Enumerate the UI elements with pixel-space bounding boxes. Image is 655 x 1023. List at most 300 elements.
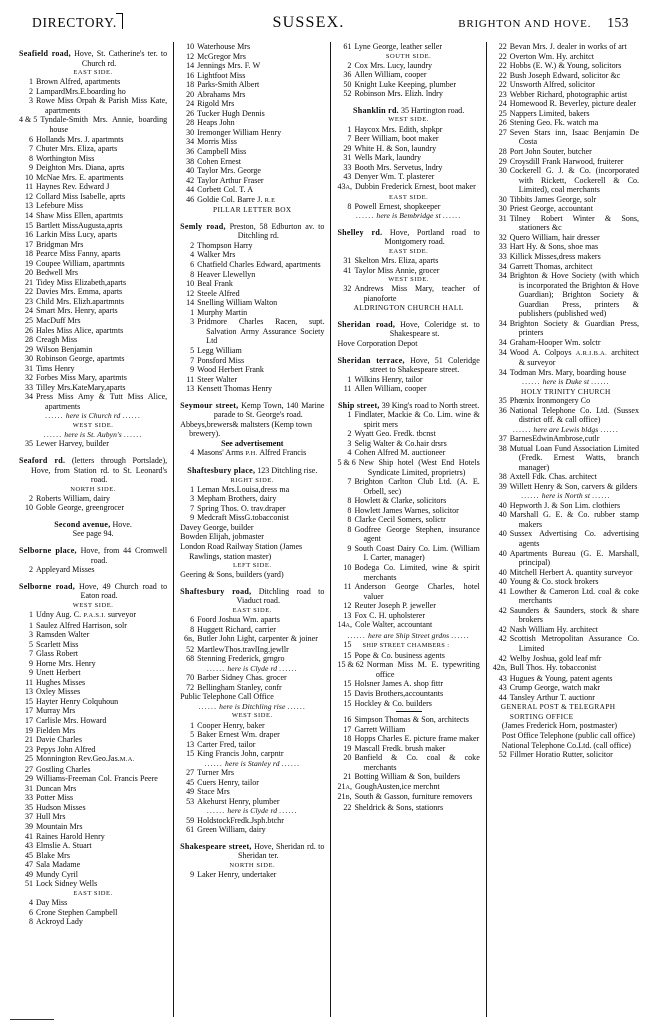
entry-name: Cole Walter, accountant xyxy=(354,620,433,630)
entry-name: Selig Walter & Co.hair drsrs xyxy=(354,438,447,448)
house-number: 2 xyxy=(347,429,352,439)
house-number: 7 xyxy=(347,477,352,487)
institution-name: PILLAR LETTER BOX xyxy=(213,205,292,215)
house-number: 4 xyxy=(28,898,33,908)
entry-name: Tidey Miss Elizabeth,aparts xyxy=(36,277,127,287)
leader-dots: ...... xyxy=(591,377,610,387)
entry-name: Green William, dairy xyxy=(197,825,266,835)
entry-name: Wyatt Geo. Fredk. tbcnst xyxy=(354,429,436,439)
directory-entry xyxy=(19,812,167,822)
directory-entry xyxy=(493,319,639,338)
house-number: 2 xyxy=(28,493,33,503)
directory-entry xyxy=(493,128,639,147)
entry-name: Hugues & Young, patent agents xyxy=(509,673,613,683)
entry-name: Skelton Mrs. Eliza, aparts xyxy=(354,255,439,265)
street-heading xyxy=(337,320,479,339)
house-number: 53 xyxy=(186,796,195,806)
directory-entry xyxy=(180,61,324,71)
cross-street-marker: ...... here is Duke st ...... xyxy=(522,377,610,387)
entry-name: Simpson Thomas & Son, architects xyxy=(354,715,469,725)
column-3 xyxy=(330,42,483,1017)
directory-entry xyxy=(19,287,167,297)
entry-name: Raines Harold Henry xyxy=(36,831,105,841)
side-label: WEST SIDE. xyxy=(231,712,273,720)
directory-entry xyxy=(19,851,167,861)
house-number: 4 & 5 xyxy=(19,115,38,125)
street-description: (letters through Portslade), Hove, from Station rd. to St. Leonard's road. xyxy=(31,456,168,485)
entry-name: Knight Luke Keeping, plumber xyxy=(354,79,457,89)
directory-entry xyxy=(19,297,167,307)
directory-entry xyxy=(180,730,324,740)
directory-entry xyxy=(337,266,479,276)
street-heading xyxy=(337,401,479,411)
house-number: 34 xyxy=(498,367,507,377)
house-number: 39 xyxy=(24,822,33,831)
directory-entry xyxy=(337,182,479,193)
house-number: 33 xyxy=(24,382,33,392)
directory-entry xyxy=(337,448,479,458)
entry-name: Leman Mrs.Louisa,dress ma xyxy=(197,484,290,494)
directory-entry xyxy=(493,42,639,52)
house-number: 28 xyxy=(498,147,507,157)
entry-name: Child Mrs. Elizh.apartmnts xyxy=(36,296,125,306)
entry-name: Campbell Miss xyxy=(197,147,247,157)
directory-entry xyxy=(180,109,324,119)
entry-name: Anderson George Charles, hotel valuer xyxy=(354,582,480,601)
directory-entry xyxy=(337,620,479,631)
entry-name: Day Miss xyxy=(36,898,68,908)
house-number: 34 xyxy=(498,337,507,347)
entry-name: Brown Alfred, apartments xyxy=(36,77,121,87)
entry-name: Lock Sidney Wells xyxy=(36,879,98,889)
directory-entry xyxy=(180,615,324,625)
directory-entry xyxy=(19,621,167,631)
house-number: 8 xyxy=(347,515,352,525)
house-number: 40 xyxy=(498,567,507,577)
directory-entry xyxy=(180,137,324,147)
entry-name: Tyndale-Smith Mrs. Annie, boarding house xyxy=(40,115,168,135)
directory-entry xyxy=(180,825,324,835)
leader-dots: ...... xyxy=(123,430,143,440)
house-number: 25 xyxy=(498,108,507,118)
house-number: 8 xyxy=(347,524,352,534)
house-number: 52 xyxy=(343,89,352,99)
directory-entry xyxy=(180,317,324,346)
house-number: 68 xyxy=(186,654,195,664)
section-divider xyxy=(396,711,422,712)
directory-entry xyxy=(180,157,324,167)
house-number: 17 xyxy=(24,706,33,716)
cross-reference: See page 94. xyxy=(72,529,114,539)
house-number: 24 xyxy=(498,99,507,109)
house-number: 33 xyxy=(24,793,33,803)
directory-entry xyxy=(19,494,167,504)
house-number: 15 xyxy=(343,689,352,698)
directory-entry xyxy=(337,660,479,679)
directory-entry xyxy=(493,147,639,157)
leader-dots: ...... xyxy=(279,806,298,816)
house-number: 19 xyxy=(24,725,33,735)
house-number: 43 xyxy=(498,683,507,693)
house-number: 22 xyxy=(498,42,507,51)
directory-entry xyxy=(180,185,324,195)
entry-name: South & Gasson, furniture removers xyxy=(354,792,473,802)
directory-entry-unnumbered: Public Telephone Call Office xyxy=(180,692,274,702)
leader-dots: ...... xyxy=(355,211,375,221)
directory-entry xyxy=(493,166,639,195)
directory-entry xyxy=(337,651,479,661)
house-number: 33 xyxy=(498,252,507,262)
house-number: 17 xyxy=(24,239,33,249)
street-heading xyxy=(19,49,167,68)
directory-entry xyxy=(180,768,324,778)
entry-name: Norman Miss M. E. typewriting office xyxy=(366,660,480,679)
house-number: 43A, xyxy=(337,181,352,191)
directory-entry xyxy=(493,625,639,635)
directory-entry xyxy=(19,439,167,449)
directory-entry xyxy=(493,587,639,606)
directory-entry xyxy=(493,348,639,368)
entry-name: Blake Mrs xyxy=(36,850,70,860)
directory-entry xyxy=(19,335,167,345)
house-number: 7 xyxy=(190,355,195,365)
directory-entry xyxy=(19,735,167,745)
directory-entry xyxy=(180,250,324,260)
entry-name: Hull Mrs xyxy=(36,812,66,822)
directory-entry xyxy=(337,792,479,803)
directory-entry xyxy=(19,726,167,736)
entry-name: Potter Miss xyxy=(36,793,74,803)
house-number: 30 xyxy=(24,354,33,364)
house-number: 29 xyxy=(498,156,507,166)
street-description: Kemp Town, 140 Marine parade to St. George's road. xyxy=(213,400,325,420)
house-number: 10 xyxy=(24,503,33,513)
directory-entry xyxy=(493,663,639,674)
house-number: 33 xyxy=(343,162,352,172)
street-heading xyxy=(19,582,167,601)
house-number: 31 xyxy=(343,153,352,163)
directory-entry xyxy=(337,753,479,772)
directory-entry xyxy=(19,163,167,173)
house-number: 27 xyxy=(24,764,33,774)
house-number: 43 xyxy=(498,673,507,683)
directory-entry-unnumbered: National Telephone Co.Ltd. (call office) xyxy=(501,740,631,750)
street-heading xyxy=(19,520,167,530)
entry-name: Robinson George, apartmts xyxy=(36,354,125,364)
directory-entry-unnumbered: Post Office Telephone (public call office) xyxy=(501,730,636,740)
house-number: 40 xyxy=(498,510,507,520)
entry-name: Cockerell G. J. & Co. (incorporated with Rickett, Cockerell & Co. Limited), coal merchants xyxy=(509,166,639,195)
cross-street-marker: ...... here is Church rd ...... xyxy=(45,411,141,421)
entry-name: Murphy Martin xyxy=(197,307,248,317)
entry-name: Bodega Co. Limited, wine & spirit merchants xyxy=(354,563,480,582)
entry-name: Unsworth Alfred, solicitor xyxy=(509,80,595,90)
directory-entry xyxy=(180,634,324,645)
entry-name: Unett Herbert xyxy=(36,668,81,678)
directory-entry xyxy=(19,774,167,784)
street-description: Preston, 58 Edburton av. to Ditchling rd. xyxy=(229,221,325,241)
entry-name: Spring Thos. O. trav.draper xyxy=(197,503,286,513)
directory-entry xyxy=(19,192,167,202)
street-heading xyxy=(19,546,167,565)
directory-entry xyxy=(180,749,324,759)
house-number: 1 xyxy=(190,720,195,730)
directory-entry xyxy=(180,356,324,366)
house-number: 9 xyxy=(347,543,352,553)
street-name: Seafield road, xyxy=(19,49,71,58)
entry-name: Hart Hy. & Sons, shoe mas xyxy=(509,242,599,252)
street-name: Sheridan terrace, xyxy=(337,355,405,365)
entry-name: Wood Herbert Frank xyxy=(197,365,264,375)
house-number: 10 xyxy=(186,42,195,51)
house-number: 15 xyxy=(186,749,195,759)
directory-entry xyxy=(337,582,479,601)
house-number: 49 xyxy=(186,787,195,797)
leader-dots: ...... xyxy=(122,411,141,421)
house-number: 22 xyxy=(498,61,507,71)
entry-name: Reuter Joseph P. jeweller xyxy=(354,601,436,611)
house-number: 2 xyxy=(28,86,33,96)
directory-entry xyxy=(180,195,324,206)
house-number: 36 xyxy=(498,405,507,415)
directory-entry xyxy=(493,406,639,425)
directory-entry xyxy=(19,87,167,97)
entry-name: MartlewThos.travlIng.jewllr xyxy=(197,644,289,654)
directory-entry xyxy=(493,693,639,703)
entry-name: Chuter Mrs. Eliza, aparts xyxy=(36,144,118,154)
house-number: 1 xyxy=(347,410,352,420)
entry-name: Axtell Fdk. Chas. architect xyxy=(509,472,597,482)
entry-name: Mitchell Herbert A. quantity surveyor xyxy=(509,567,633,577)
entry-name: Booth Mrs. Servetus, lndry xyxy=(354,162,443,172)
directory-entry xyxy=(337,61,479,71)
house-number: 18 xyxy=(24,249,33,259)
house-number: 8 xyxy=(347,505,352,515)
street-description: Hove, Portland road to Montgomery road. xyxy=(384,227,480,247)
entry-name: Lightfoot Miss xyxy=(197,70,246,80)
house-number: 7 xyxy=(190,503,195,513)
house-number: 32 xyxy=(343,284,352,294)
street-name: Seymour street, xyxy=(180,400,239,410)
directory-entry xyxy=(180,645,324,655)
entry-name: Stenning Frederick, grngro xyxy=(197,654,285,664)
directory-entry xyxy=(19,649,167,659)
directory-entry xyxy=(19,240,167,250)
entry-name: Collard Miss Isabelle, aprts xyxy=(36,191,126,201)
side-label: WEST SIDE. xyxy=(388,276,429,284)
house-number: 8 xyxy=(347,496,352,506)
directory-entry xyxy=(19,259,167,269)
directory-entry xyxy=(337,782,479,793)
house-number: 9 xyxy=(190,870,195,880)
directory-entry xyxy=(19,306,167,316)
house-number: 12 xyxy=(186,51,195,61)
cross-street-marker: ...... here is Stanley rd ...... xyxy=(204,758,301,768)
house-number: 1 xyxy=(28,620,33,630)
house-number: 10 xyxy=(343,563,352,573)
entry-name: Scottish Metropolitan Assurance Co. Limited xyxy=(509,634,639,654)
directory-entry xyxy=(337,496,479,506)
house-number: 38 xyxy=(498,443,507,453)
entry-name: Banfield & Co. coal & coke merchants xyxy=(354,753,480,772)
directory-entry xyxy=(493,654,639,664)
house-number: 18 xyxy=(186,80,195,90)
directory-entry xyxy=(19,326,167,336)
house-number: 18 xyxy=(343,734,352,744)
directory-entry xyxy=(493,434,639,444)
house-number: 11 xyxy=(343,582,352,592)
house-number: 51 xyxy=(24,879,33,889)
house-number: 46 xyxy=(186,194,195,204)
house-number: 19 xyxy=(24,258,33,268)
directory-entry xyxy=(337,172,479,182)
directory-entry xyxy=(19,77,167,87)
house-number: 23 xyxy=(24,744,33,754)
house-number: 32 xyxy=(24,373,33,383)
institution-name: GENERAL POST & TELEGRAPH SORTING OFFICE xyxy=(500,702,616,721)
entry-name: Tansley Arthur T. auctionr xyxy=(509,692,595,702)
house-number: 14A, xyxy=(337,620,352,630)
leader-dots: ...... xyxy=(206,806,226,816)
entry-name: Elmslie A. Stuart xyxy=(36,841,92,851)
directory-entry xyxy=(493,242,639,252)
directory-entry xyxy=(19,716,167,726)
entry-name: Dubbin Frederick Ernest, boot maker xyxy=(354,181,476,191)
directory-entry xyxy=(337,601,479,611)
entry-name: Marshall G. E. & Co. rubber stamp makers xyxy=(509,510,639,529)
entry-name: Smart Mrs. Henry, aparts xyxy=(36,306,118,316)
house-number: 16 xyxy=(186,70,195,80)
entry-name: White H. & Son, laundry xyxy=(354,143,437,153)
house-number: 42 xyxy=(498,605,507,615)
entry-name: Allen William, cooper xyxy=(354,384,427,394)
house-number: 35 xyxy=(498,396,507,406)
directory-entry xyxy=(19,383,167,393)
directory-entry xyxy=(337,725,479,735)
entry-name: Tilley Mrs.KateMary,aparts xyxy=(36,382,126,392)
directory-entry xyxy=(493,262,639,272)
directory-entry xyxy=(19,211,167,221)
entry-name: Tucker Hugh Dennis xyxy=(197,108,265,118)
entry-name: Todman Mrs. Mary, boarding house xyxy=(509,367,627,377)
cross-street-marker: ...... here is St. Aubyn's ...... xyxy=(43,430,143,440)
street-description: 39 King's road to North street. xyxy=(381,400,480,410)
entry-name: Hudson Misses xyxy=(36,802,86,812)
street-name: Shelley rd. xyxy=(337,227,383,237)
house-number: 4 xyxy=(190,250,195,260)
house-number: 70 xyxy=(186,673,195,683)
house-number: 30 xyxy=(498,166,507,176)
column-4 xyxy=(486,42,643,1017)
house-number: 9 xyxy=(28,163,33,173)
house-number: 38 xyxy=(498,472,507,482)
leader-dots: ...... xyxy=(522,377,541,387)
house-number: 42 xyxy=(498,634,507,644)
directory-entry xyxy=(337,458,479,477)
street-heading xyxy=(180,222,324,241)
house-number: 3 xyxy=(190,494,195,504)
entry-name: Mutual Loan Fund Association Limited (Fredk. Ernest Watts, branch manager) xyxy=(509,443,639,472)
house-number: 29 xyxy=(24,344,33,354)
street-description: Ditchling road to Viaduct road. xyxy=(236,586,325,606)
entry-name: Hockley & Co. builders xyxy=(354,698,432,708)
house-number: 6 xyxy=(190,260,195,270)
entry-name: Lewer Harvey, builder xyxy=(36,439,109,449)
house-number: 14 xyxy=(186,61,195,71)
street-heading xyxy=(337,106,479,116)
leader-dots: ...... xyxy=(43,430,63,440)
directory-entry xyxy=(19,879,167,889)
house-number: 17 xyxy=(24,715,33,725)
directory-entry xyxy=(19,503,167,513)
directory-entry xyxy=(19,96,167,115)
street-heading xyxy=(19,456,167,485)
directory-entry xyxy=(493,61,639,71)
directory-entry xyxy=(19,268,167,278)
entry-name: Phœnix Ironmongery Co xyxy=(509,396,591,406)
house-number: 30 xyxy=(498,194,507,204)
directory-entry xyxy=(493,338,639,348)
directory-entry xyxy=(19,687,167,697)
house-number: 8 xyxy=(190,269,195,279)
entry-name: Oxley Misses xyxy=(36,687,81,697)
directory-entry xyxy=(19,908,167,918)
house-number: 3 xyxy=(28,630,33,640)
entry-name: Garrett William xyxy=(354,724,406,734)
house-number: 21 xyxy=(24,735,33,745)
directory-entry xyxy=(493,204,639,214)
house-number: 34 xyxy=(498,271,507,281)
entry-name: Coupee William, apartmnts xyxy=(36,258,125,268)
entry-name: Brighton & Hove Society (with which is incorporated the Brighton & Hove Guardian); Brighton Society & Guardian Press, printers & publishers (published wed) xyxy=(509,271,639,319)
abbreviation: M.A. xyxy=(119,756,135,764)
directory-entry xyxy=(337,715,479,725)
house-number: 40 xyxy=(498,577,507,587)
entry-name: Abrahams Mrs xyxy=(197,89,246,99)
house-number: 20 xyxy=(343,753,352,763)
house-number: 1 xyxy=(347,124,352,134)
house-number: 34 xyxy=(498,261,507,271)
house-number: 3 xyxy=(28,96,33,106)
entry-name: McGregor Mrs xyxy=(197,51,246,61)
house-number: 20 xyxy=(186,89,195,99)
entry-name: Hughes Misses xyxy=(36,677,86,687)
house-number: 44 xyxy=(498,692,507,702)
directory-entry xyxy=(493,577,639,587)
entry-name: Williams-Freeman Col. Francis Peere xyxy=(36,774,158,784)
abbreviation: R.E xyxy=(264,196,276,204)
entry-name: Udny Aug. C. P.A.S.I. surveyor xyxy=(36,609,137,619)
directory-entry xyxy=(180,279,324,289)
house-number: 12 xyxy=(343,601,352,611)
entry-name: Iremonger William Henry xyxy=(197,127,282,137)
entry-name: Akehurst Henry, plumber xyxy=(197,796,280,806)
directory-entry xyxy=(493,510,639,529)
house-number: 28 xyxy=(24,335,33,345)
house-number: 27 xyxy=(186,768,195,778)
directory-entry xyxy=(180,80,324,90)
house-number: 11 xyxy=(343,384,352,394)
house-number: 8 xyxy=(347,201,352,211)
directory-entry xyxy=(180,448,324,459)
entry-name: Monnington Rev.Geo.Jas.M.A. xyxy=(36,754,135,764)
entry-name: Seven Stars inn, Isaac Benjamin De Costa xyxy=(509,127,639,147)
entry-name: Appleyard Misses xyxy=(36,565,95,575)
house-number: 12 xyxy=(186,288,195,298)
entry-name: New Ship hotel (West End Hotels Syndicate Limited, proprietrs) xyxy=(358,458,480,477)
house-number: 41 xyxy=(498,586,507,596)
entry-name: Howlett James Warnes, solicitor xyxy=(354,505,459,515)
